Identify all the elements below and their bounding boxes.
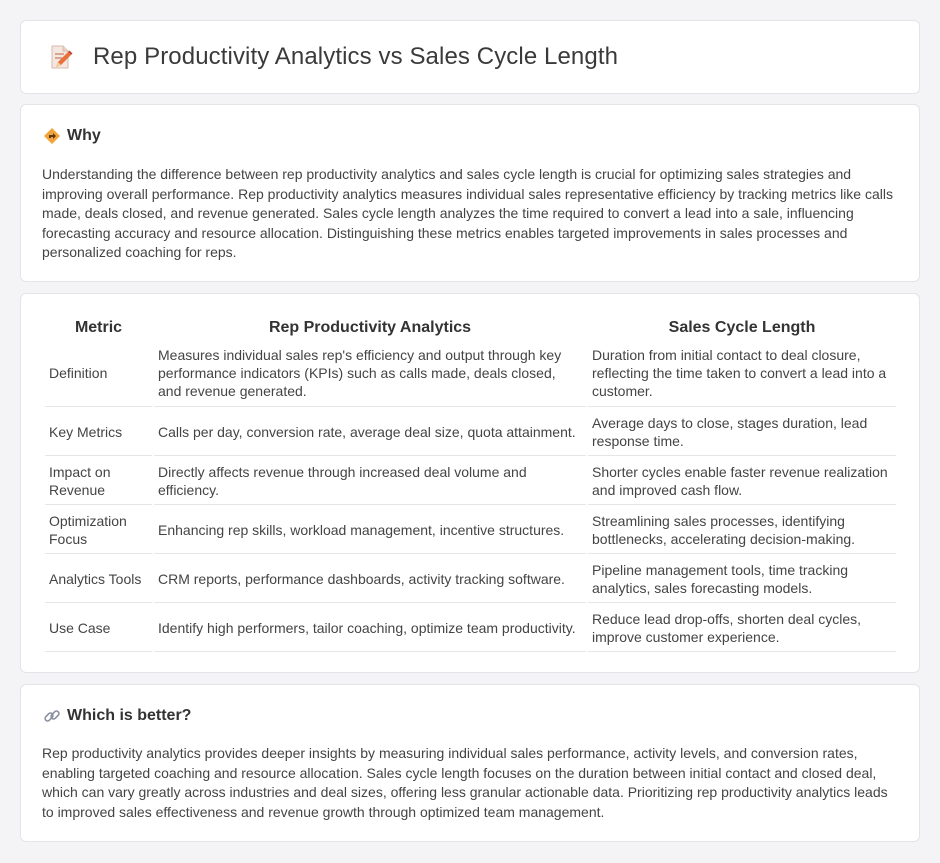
page-title: Rep Productivity Analytics vs Sales Cycle Length	[93, 43, 619, 70]
header-rep-productivity: Rep Productivity Analytics	[268, 319, 472, 336]
link-icon	[43, 707, 61, 725]
row-rep-productivity: CRM reports, performance dashboards, activity tracking software.	[154, 556, 586, 603]
comparison-table-card	[20, 293, 920, 673]
table-header-row	[45, 318, 896, 338]
title-row	[47, 43, 618, 71]
row-rep-productivity: Enhancing rep skills, workload management, incentive structures.	[154, 507, 586, 554]
why-section	[20, 104, 920, 282]
why-title: Why	[67, 127, 101, 144]
header-card	[20, 20, 920, 94]
comparison-table	[43, 316, 898, 654]
which-is-better-section	[20, 684, 920, 842]
row-rep-productivity: Calls per day, conversion rate, average deal size, quota attainment.	[154, 409, 586, 456]
table-row	[45, 409, 896, 456]
row-rep-productivity: Identify high performers, tailor coaching, optimize team productivity.	[154, 605, 586, 652]
row-metric: Use Case	[45, 605, 152, 652]
row-sales-cycle: Pipeline management tools, time tracking analytics, sales forecasting models.	[588, 556, 896, 603]
table-row	[45, 458, 896, 505]
row-sales-cycle: Streamlining sales processes, identifying bottlenecks, accelerating decision-making.	[588, 507, 896, 554]
row-metric: Impact on Revenue	[45, 458, 152, 505]
row-rep-productivity: Directly affects revenue through increased deal volume and efficiency.	[154, 458, 586, 505]
better-title: Which is better?	[67, 707, 192, 724]
document-pencil-icon	[47, 43, 73, 71]
header-sales-cycle: Sales Cycle Length	[668, 319, 816, 336]
row-metric: Definition	[45, 340, 152, 407]
diamond-signal-icon	[43, 127, 61, 145]
row-sales-cycle: Duration from initial contact to deal closure, reflecting the time taken to convert a lead into a customer.	[588, 340, 896, 407]
why-heading	[43, 127, 101, 145]
row-rep-productivity: Measures individual sales rep's efficiency and output through key performance indicators (KPIs) such as calls made, deals closed, and revenue generated.	[154, 340, 586, 407]
row-metric: Optimization Focus	[45, 507, 152, 554]
header-metric: Metric	[74, 319, 123, 336]
table-row	[45, 507, 896, 554]
better-body: Rep productivity analytics provides deeper insights by measuring individual sales performance, activity levels, and conversion rates, enabling targeted coaching and resource allocation. Sales cycle length focuses on the duration between initial contact and closed deal, which can vary greatly across industries and deal sizes, offering less granular actionable data. Prioritizing rep productivity analytics leads to improved sales effectiveness and revenue growth through optimized team management.	[42, 745, 888, 820]
row-metric: Key Metrics	[45, 409, 152, 456]
row-sales-cycle: Reduce lead drop-offs, shorten deal cycles, improve customer experience.	[588, 605, 896, 652]
why-body: Understanding the difference between rep productivity analytics and sales cycle length is crucial for optimizing sales strategies and improving overall performance. Rep productivity analytics measures individual sales representative efficiency by tracking metrics like calls made, deals closed, and revenue generated. Sales cycle length analyzes the time required to convert a lead into a sale, influencing forecasting accuracy and resource allocation. Distinguishing these metrics enables targeted improvements in sales processes and personalized coaching for reps.	[42, 166, 893, 260]
table-row	[45, 605, 896, 652]
table-row	[45, 340, 896, 407]
table-row	[45, 556, 896, 603]
better-heading	[43, 707, 191, 725]
row-sales-cycle: Shorter cycles enable faster revenue realization and improved cash flow.	[588, 458, 896, 505]
row-metric: Analytics Tools	[45, 556, 152, 603]
row-sales-cycle: Average days to close, stages duration, lead response time.	[588, 409, 896, 456]
